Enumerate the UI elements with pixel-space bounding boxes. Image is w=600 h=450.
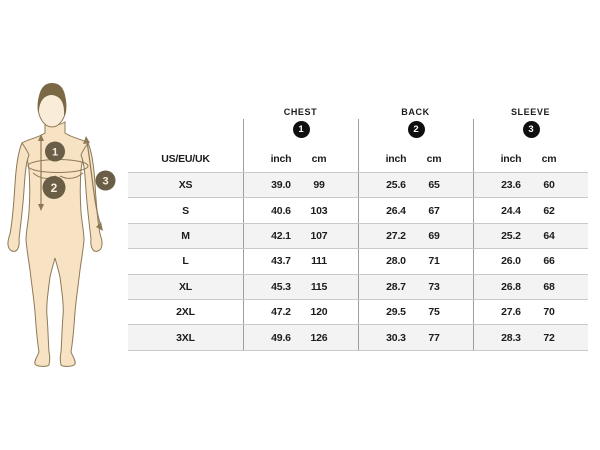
size-label: 2XL bbox=[176, 306, 195, 319]
sleeve-cm-value: 62 bbox=[543, 204, 555, 217]
figure-marker-3 bbox=[96, 171, 116, 191]
back-cm-value: 69 bbox=[428, 229, 440, 242]
back-values bbox=[358, 173, 473, 197]
size-label: S bbox=[182, 204, 189, 217]
table-row-3xl bbox=[128, 324, 588, 349]
sleeve-cm-value: 70 bbox=[543, 306, 555, 319]
size-table bbox=[128, 100, 588, 351]
chest-values bbox=[243, 198, 358, 222]
sleeve-inch-value: 26.8 bbox=[501, 280, 521, 293]
figure-marker-2 bbox=[43, 176, 66, 199]
figure-marker-2-number: 2 bbox=[50, 181, 58, 195]
figure-marker-1-number: 1 bbox=[51, 146, 59, 159]
back-cm-value: 67 bbox=[428, 204, 440, 217]
chest-inch-value: 43.7 bbox=[271, 255, 291, 268]
sleeve-values bbox=[473, 249, 588, 273]
back-inch-value: 28.7 bbox=[386, 280, 406, 293]
sleeve-inch-value: 26.0 bbox=[501, 255, 521, 268]
chest-cm-value: 115 bbox=[310, 280, 328, 293]
table-group-labels-row bbox=[128, 100, 588, 119]
group-label-back: BACK bbox=[401, 107, 430, 117]
back-values bbox=[358, 300, 473, 324]
chest-inch-header: inch bbox=[270, 153, 292, 165]
table-row-xl bbox=[128, 274, 588, 299]
table-units-row bbox=[128, 140, 588, 172]
figure-marker-1 bbox=[45, 142, 65, 162]
sleeve-inch-value: 28.3 bbox=[501, 331, 521, 344]
body-figure-illustration bbox=[4, 72, 124, 372]
sleeve-cm-value: 60 bbox=[543, 179, 555, 192]
chest-inch-value: 47.2 bbox=[271, 306, 291, 319]
sleeve-inch-value: 27.6 bbox=[501, 306, 521, 319]
group-label-chest: CHEST bbox=[283, 107, 318, 117]
sleeve-cm-value: 66 bbox=[543, 255, 555, 268]
back-cm-value: 75 bbox=[428, 306, 440, 319]
back-cm-value: 77 bbox=[428, 331, 440, 344]
table-row-xs bbox=[128, 172, 588, 197]
sleeve-units bbox=[473, 140, 588, 172]
chest-inch-value: 39.0 bbox=[271, 179, 291, 192]
sleeve-cm-value: 68 bbox=[543, 280, 555, 293]
back-inch-value: 30.3 bbox=[386, 331, 406, 344]
measurement-figure bbox=[4, 72, 124, 372]
chest-values bbox=[243, 173, 358, 197]
chest-cm-header: cm bbox=[311, 153, 327, 165]
chest-units bbox=[243, 140, 358, 172]
chest-inch-value: 49.6 bbox=[271, 331, 291, 344]
size-label: XS bbox=[178, 179, 193, 192]
marker-3-icon: 3 bbox=[523, 121, 540, 138]
group-label-sleeve: SLEEVE bbox=[510, 107, 551, 117]
sleeve-values bbox=[473, 224, 588, 248]
sleeve-cm-value: 64 bbox=[543, 229, 555, 242]
sleeve-cm-value: 72 bbox=[543, 331, 555, 344]
back-values bbox=[358, 275, 473, 299]
back-inch-value: 26.4 bbox=[386, 204, 406, 217]
back-values bbox=[358, 198, 473, 222]
back-cm-value: 65 bbox=[428, 179, 440, 192]
chest-cm-value: 111 bbox=[311, 255, 327, 268]
table-row-s bbox=[128, 197, 588, 222]
sleeve-inch-value: 25.2 bbox=[501, 229, 521, 242]
chest-cm-value: 126 bbox=[310, 331, 328, 344]
marker-2-icon: 2 bbox=[408, 121, 425, 138]
back-inch-value: 29.5 bbox=[386, 306, 406, 319]
sleeve-values bbox=[473, 173, 588, 197]
chest-cm-value: 99 bbox=[313, 179, 325, 192]
chest-cm-value: 107 bbox=[310, 229, 328, 242]
back-cm-header: cm bbox=[426, 153, 442, 165]
chest-inch-value: 45.3 bbox=[271, 280, 291, 293]
back-cm-value: 73 bbox=[428, 280, 440, 293]
sleeve-inch-value: 24.4 bbox=[501, 204, 521, 217]
sleeve-inch-header: inch bbox=[500, 153, 522, 165]
chest-inch-value: 42.1 bbox=[271, 229, 291, 242]
table-row-m bbox=[128, 223, 588, 248]
sleeve-cm-header: cm bbox=[541, 153, 557, 165]
figure-marker-3-number: 3 bbox=[102, 175, 109, 188]
back-inch-value: 27.2 bbox=[386, 229, 406, 242]
table-body bbox=[128, 172, 588, 351]
chest-values bbox=[243, 275, 358, 299]
sleeve-values bbox=[473, 325, 588, 349]
sleeve-inch-value: 23.6 bbox=[501, 179, 521, 192]
table-group-markers-row bbox=[128, 119, 588, 140]
chest-cm-value: 120 bbox=[310, 306, 328, 319]
chest-inch-value: 40.6 bbox=[271, 204, 291, 217]
back-inch-value: 25.6 bbox=[386, 179, 406, 192]
marker-1-icon: 1 bbox=[293, 121, 310, 138]
back-inch-header: inch bbox=[385, 153, 407, 165]
sleeve-values bbox=[473, 198, 588, 222]
size-label: XL bbox=[178, 280, 193, 293]
size-column-header: US/EU/UK bbox=[161, 153, 210, 165]
back-inch-value: 28.0 bbox=[386, 255, 406, 268]
chest-values bbox=[243, 325, 358, 349]
chest-values bbox=[243, 300, 358, 324]
back-values bbox=[358, 325, 473, 349]
back-units bbox=[358, 140, 473, 172]
sleeve-values bbox=[473, 300, 588, 324]
back-values bbox=[358, 249, 473, 273]
table-row-l bbox=[128, 248, 588, 273]
size-label: 3XL bbox=[176, 331, 195, 344]
chest-values bbox=[243, 249, 358, 273]
chest-cm-value: 103 bbox=[310, 204, 328, 217]
table-row-2xl bbox=[128, 299, 588, 324]
size-label: M bbox=[181, 229, 190, 242]
chest-values bbox=[243, 224, 358, 248]
back-values bbox=[358, 224, 473, 248]
back-cm-value: 71 bbox=[428, 255, 440, 268]
sleeve-values bbox=[473, 275, 588, 299]
size-label: L bbox=[182, 255, 189, 268]
